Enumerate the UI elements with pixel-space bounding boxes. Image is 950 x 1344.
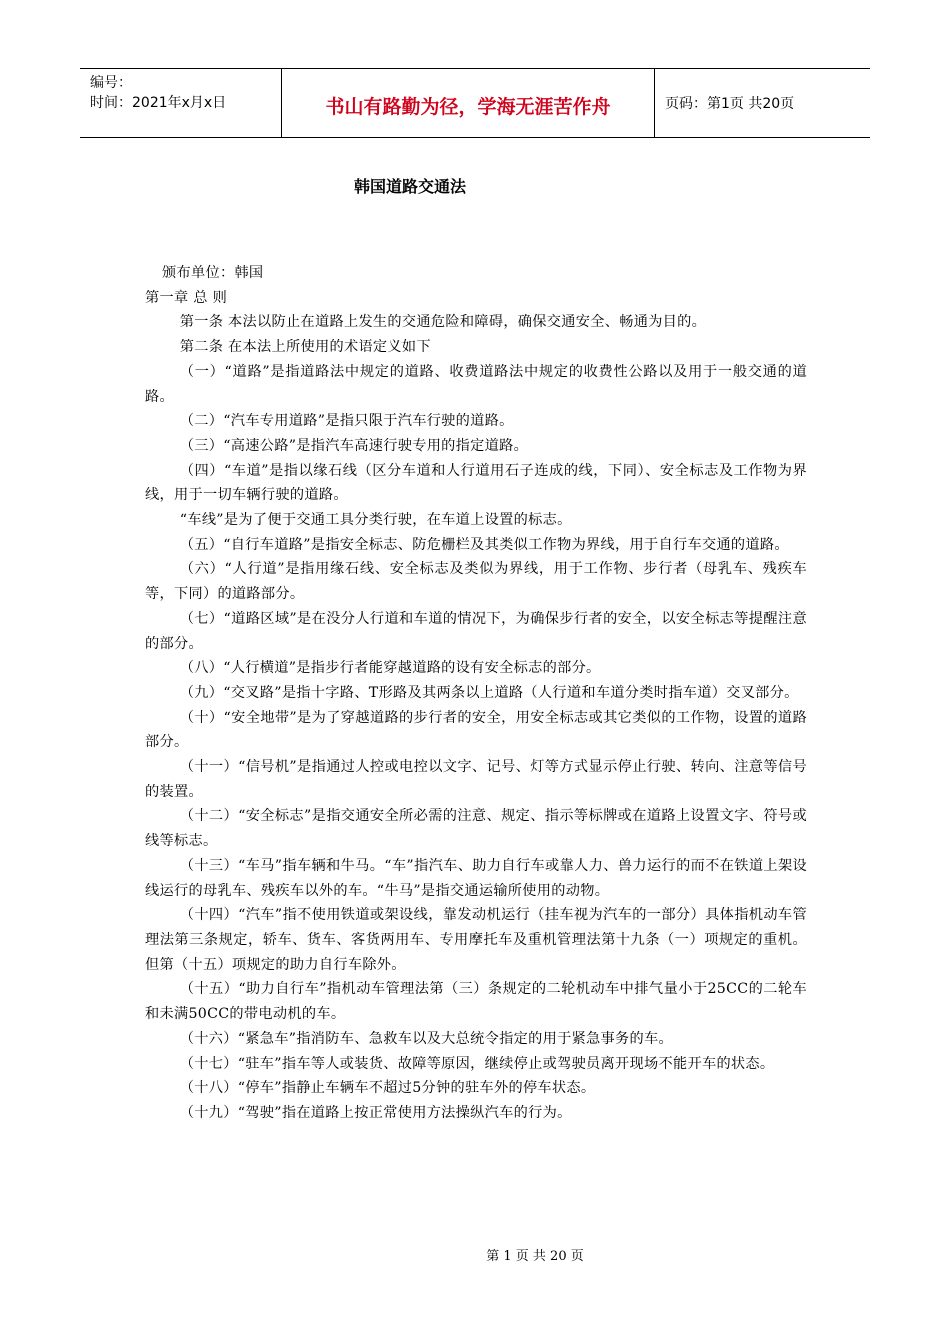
paragraph: （一）“道路”是指道路法中规定的道路、收费道路法中规定的收费性公路以及用于一般交通的道路。 — [145, 363, 807, 405]
document-body — [145, 261, 807, 1126]
document-header — [80, 68, 870, 138]
paragraph: （十五）“助力自行车”指机动车管理法第（三）条规定的二轮机动车中排气量小于25CC的二轮车和未满50CC的带电动机的车。 — [145, 981, 807, 1023]
date-label: 时间：2021年x月x日 — [90, 95, 227, 111]
header-meta-cell — [80, 69, 282, 137]
paragraph: （十）“安全地带”是为了穿越道路的步行者的安全，用安全标志或其它类似的工作物，设置的道路部分。 — [145, 709, 807, 751]
paragraph: （十四）“汽车”指不使用铁道或架设线，靠发动机运行（挂车视为汽车的一部分）具体指机动车管理法第三条规定，轿车、货车、客货两用车、专用摩托车及重机管理法第十九条（一）项规定的重机。但第（十五）项规定的助力自行车除外。 — [145, 907, 807, 973]
paragraph: （二）“汽车专用道路”是指只限于汽车行驶的道路。 — [179, 413, 514, 430]
header-motto-cell — [282, 69, 655, 137]
paragraph: “车线”是为了便于交通工具分类行驶，在车道上设置的标志。 — [179, 512, 572, 529]
paragraph: 第二条 在本法上所使用的术语定义如下 — [179, 339, 431, 356]
page-footer: 第 1 页 共 20 页 — [486, 1249, 584, 1264]
paragraph: （八）“人行横道”是指步行者能穿越道路的设有安全标志的部分。 — [179, 660, 601, 677]
publisher-line: 颁布单位：韩国 — [162, 265, 264, 281]
paragraph: （九）“交叉路”是指十字路、T形路及其两条以上道路（人行道和车道分类时指车道）交叉部分。 — [179, 684, 799, 701]
paragraph: （十一）“信号机”是指通过人控或电控以文字、记号、灯等方式显示停止行驶、转向、注意等信号的装置。 — [145, 759, 807, 800]
paragraph: （十六）“紧急车”指消防车、急救车以及大总统令指定的用于紧急事务的车。 — [179, 1030, 673, 1047]
paragraph: （十七）“驻车”指车等人或装货、故障等原因，继续停止或驾驶员离开现场不能开车的状态。 — [179, 1055, 775, 1072]
paragraph: 第一条 本法以防止在道路上发生的交通危险和障碍，确保交通安全、畅通为目的。 — [179, 314, 707, 331]
paragraph: （三）“高速公路”是指汽车高速行驶专用的指定道路。 — [179, 437, 529, 454]
motto-text: 书山有路勤为径，学海无涯苦作舟 — [325, 95, 611, 118]
number-label: 编号： — [90, 75, 132, 91]
paragraph: （十三）“车马”指车辆和牛马。“车”指汽车、助力自行车或靠人力、兽力运行的而不在铁道上架设线运行的母乳车、残疾车以外的车。“牛马”是指交通运输所使用的动物。 — [145, 857, 807, 899]
paragraph: （七）“道路区域”是在没分人行道和车道的情况下，为确保步行者的安全，以安全标志等提醒注意的部分。 — [145, 610, 807, 652]
paragraph: （四）“车道”是指以缘石线（区分车道和人行道用石子连成的线，下同）、安全标志及工作物为界线，用于一切车辆行驶的道路。 — [145, 462, 807, 504]
header-page-cell — [655, 69, 870, 137]
paragraph: （十九）“驾驶”指在道路上按正常使用方法操纵汽车的行为。 — [179, 1104, 572, 1121]
chapter-heading: 第一章 总 则 — [145, 289, 228, 306]
document-title: 韩国道路交通法 — [353, 177, 466, 196]
paragraph: （十二）“安全标志”是指交通安全所必需的注意、规定、指示等标牌或在道路上设置文字、符号或线等标志。 — [145, 808, 807, 850]
page-label: 页码：第1页 共20页 — [665, 96, 795, 112]
paragraph: （六）“人行道”是指用缘石线、安全标志及类似为界线，用于工作物、步行者（母乳车、残疾车等，下同）的道路部分。 — [145, 561, 807, 603]
paragraph: （五）“自行车道路”是指安全标志、防危栅栏及其类似工作物为界线，用于自行车交通的道路。 — [179, 536, 789, 553]
paragraph: （十八）“停车”指静止车辆车不超过5分钟的驻车外的停车状态。 — [179, 1080, 596, 1097]
